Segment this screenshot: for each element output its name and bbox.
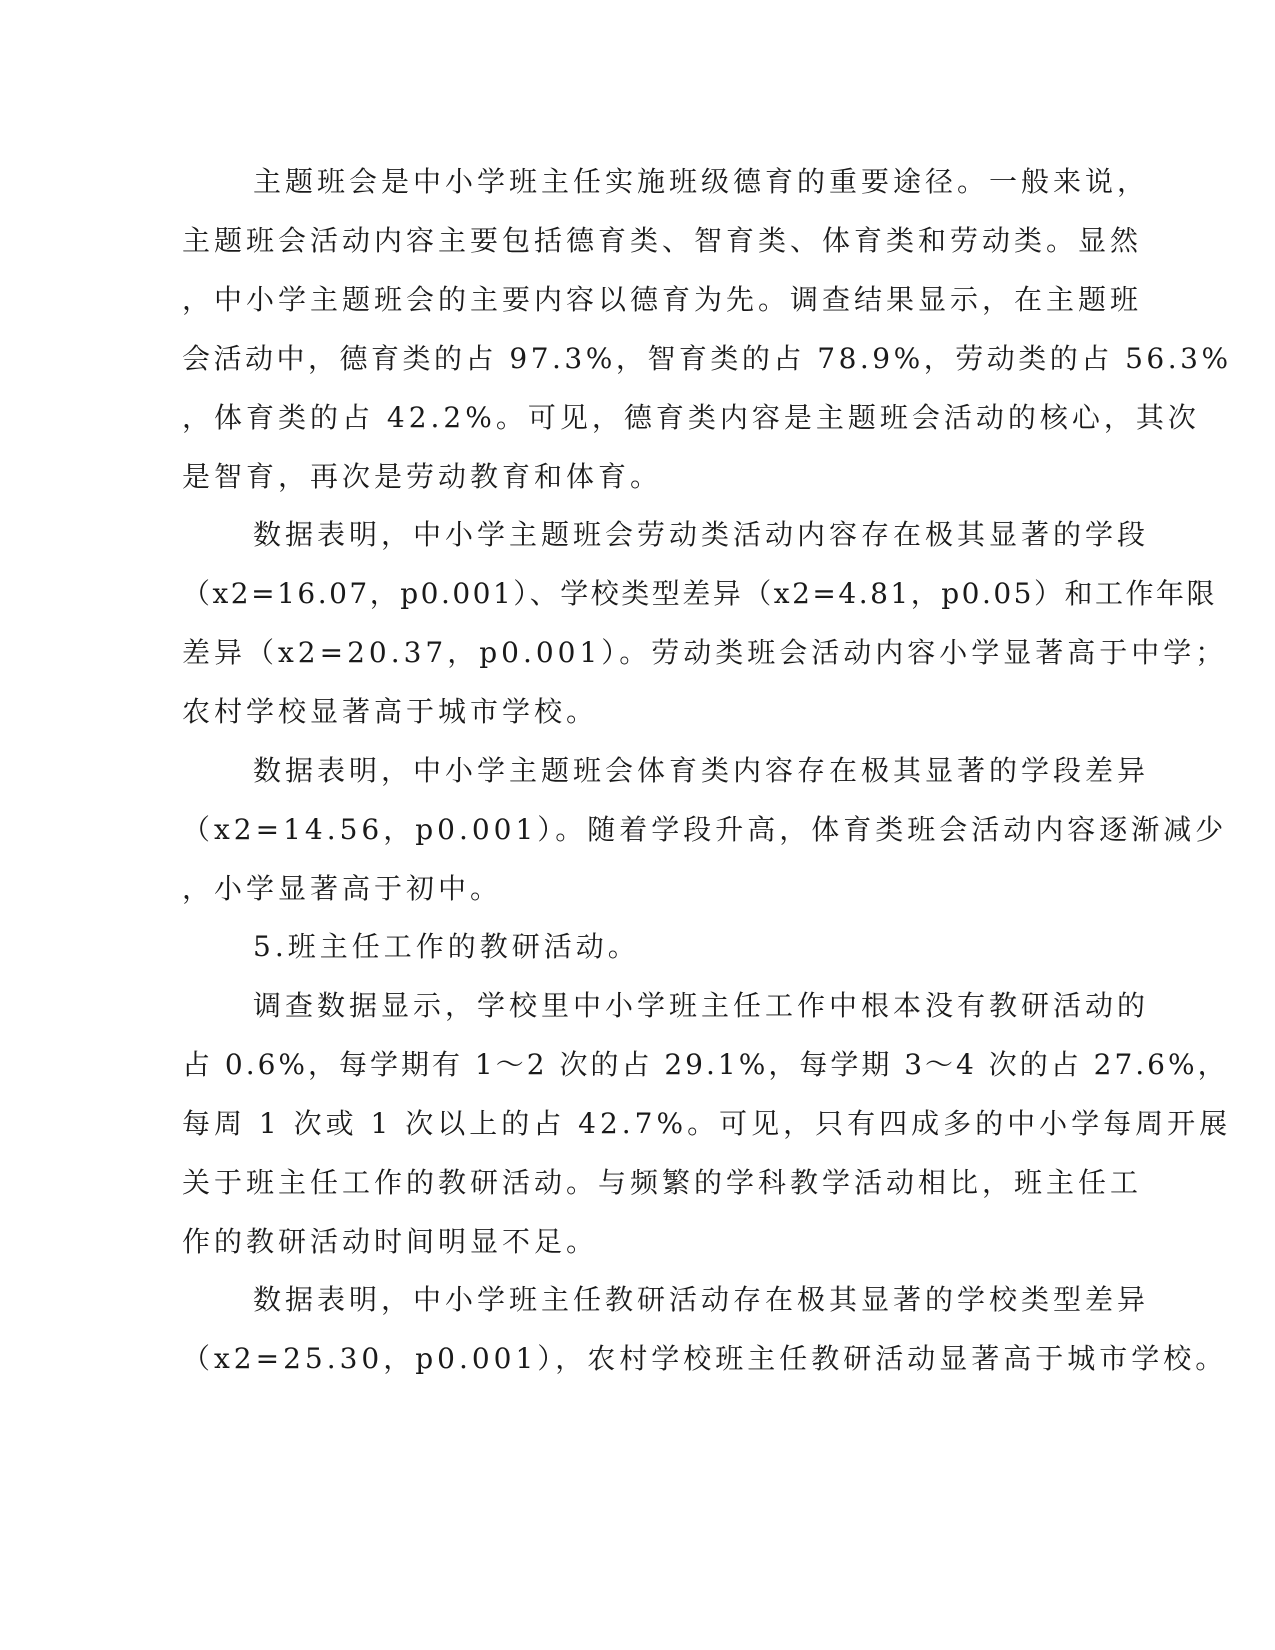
text-line: 占 0.6%，每学期有 1～2 次的占 29.1%，每学期 3～4 次的占 27.6%， bbox=[182, 1048, 1229, 1081]
text-line: ，小学显著高于初中。 bbox=[182, 872, 503, 905]
text-line: 数据表明，中小学班主任教研活动存在极其显著的学校类型差异 bbox=[253, 1283, 1150, 1316]
text-line: 主题班会是中小学班主任实施班级德育的重要途径。一般来说， bbox=[253, 165, 1150, 198]
text-line: （x2=25.30，p0.001），农村学校班主任教研活动显著高于城市学校。 bbox=[182, 1342, 1228, 1375]
text-line: 数据表明，中小学主题班会体育类内容存在极其显著的学段差异 bbox=[253, 754, 1150, 787]
text-line: 差异（x2=20.37，p0.001）。劳动类班会活动内容小学显著高于中学； bbox=[182, 636, 1228, 669]
section-heading: 5.班主任工作的教研活动。 bbox=[253, 930, 640, 963]
text-line: 数据表明，中小学主题班会劳动类活动内容存在极其显著的学段 bbox=[253, 518, 1150, 551]
text-line: （x2=16.07，p0.001）、学校类型差异（x2=4.81，p0.05）和工作年限 bbox=[182, 577, 1217, 610]
text-line: 关于班主任工作的教研活动。与频繁的学科教学活动相比，班主任工 bbox=[182, 1166, 1143, 1199]
text-line: 是智育，再次是劳动教育和体育。 bbox=[182, 460, 663, 493]
text-line: （x2=14.56，p0.001）。随着学段升高，体育类班会活动内容逐渐减少 bbox=[182, 813, 1228, 846]
text-line: 会活动中，德育类的占 97.3%，智育类的占 78.9%，劳动类的占 56.3% bbox=[182, 342, 1232, 375]
text-line: ，体育类的占 42.2%。可见，德育类内容是主题班会活动的核心，其次 bbox=[182, 401, 1200, 434]
text-line: 主题班会活动内容主要包括德育类、智育类、体育类和劳动类。显然 bbox=[182, 224, 1143, 257]
text-line: 作的教研活动时间明显不足。 bbox=[182, 1225, 599, 1258]
text-line: 农村学校显著高于城市学校。 bbox=[182, 695, 599, 728]
text-line: 每周 1 次或 1 次以上的占 42.7%。可见，只有四成多的中小学每周开展 bbox=[182, 1107, 1232, 1140]
text-line: 调查数据显示，学校里中小学班主任工作中根本没有教研活动的 bbox=[253, 989, 1150, 1022]
text-line: ，中小学主题班会的主要内容以德育为先。调查结果显示，在主题班 bbox=[182, 283, 1143, 316]
